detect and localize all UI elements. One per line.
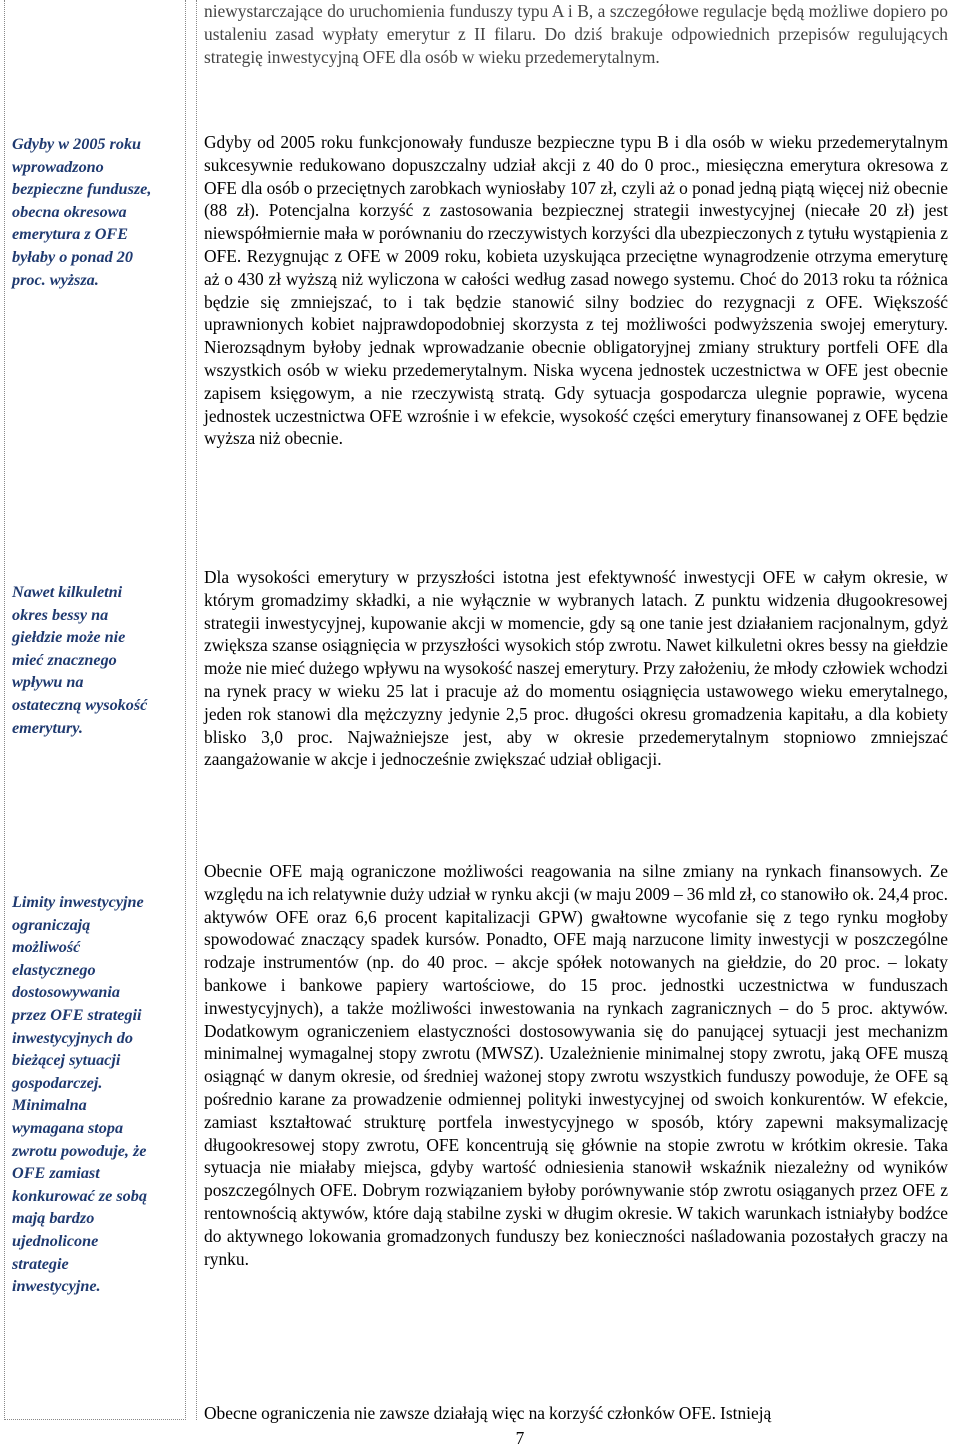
paragraph-continuation: niewystarczające do uruchomienia funduszy typu A i B, a szczegółowe regulacje będą możliwe dopiero po ustaleniu zasad wypłaty emerytur z II filaru. Do dziś brakuje odpowiednich przepisów regulujących strategię inwestycyjną OFE dla osób w wieku przedemerytalnym. xyxy=(204,1,948,67)
sidebar-note-investment-limits: Limity inwestycyjne ograniczają możliwość elastycznego dostosowywania przez OFE strategii inwestycyjnych do bieżącej sytuacji gospodarczej. Minimalna wymagana stopa zwrotu powoduje, że OFE zamiast konkurować ze sobą mają bardzo ujednolicone strategie inwestycyjne. xyxy=(12,893,147,1296)
sidebar-note-bear-market: Nawet kilkuletni okres bessy na giełdzie może nie mieć znacznego wpływu na ostateczną wysokość emerytury. xyxy=(12,583,148,737)
paragraph-ofe-limits: Obecnie OFE mają ograniczone możliwości reagowania na silne zmiany na rynkach finansowych. Ze względu na ich relatywnie duży udział w rynku akcji (w maju 2009 – 36 mld zł, co stanowiło ok. 24,4 proc. aktywów OFE oraz 6,6 procent kapitalizacji GPW) gwałtowne wycofanie się z tego rynku mogłoby spowodować znaczący spadek kursów. Ponadto, OFE mają narzucone limity inwestycji w poszczególne rodzaje instrumentów (np. do 40 proc. – akcje spółek notowanych na giełdzie, do 20 proc. – lokaty bankowe i bankowe papiery wartościowe, do 15 proc. jednostki uczestnictwa w funduszach inwestycyjnych), a także możliwości inwestowania na rynkach zagranicznych – do 5 proc. aktywów. Dodatkowym ograniczeniem elastyczności dostosowywania się do panującej sytuacji jest mechanizm minimalnej wymagalnej stopy zwrotu (MWSZ). Uzależnienie minimalnej stopy zwrotu, jaką OFE muszą osiągnąć w danym okresie, od średniej ważonej stopy zwrotu wszystkich funduszy powoduje, że OFE są pośrednio karane za prowadzenie odmiennej polityki inwestycyjnej od swoich konkurentów. W efekcie, zamiast kształtować strukturę portfela inwestycyjnego w sposób, który zapewni maksymalizację długookresowej stopy zwrotu, OFE koncentrują się głównie na stopie zwrotu w krótkim okresie. Taka sytuacja nie miałaby miejsca, gdyby wartość odniesienia stanowił wskaźnik niezależny od wyników poszczególnych OFE. Dobrym rozwiązaniem byłoby porównywanie stóp zwrotu osiąganych przez OFE z rentownością aktywów, które dają stabilne zyski w długim okresie. W takich warunkach istniałyby bodźce do aktywnego lokowania gromadzonych funduszy bez konieczności naśladowania pozostałych graczy na rynku. xyxy=(204,861,948,1269)
page-number: 7 xyxy=(515,1428,525,1448)
column-divider xyxy=(196,0,197,1420)
paragraph-current-limits: Obecne ograniczenia nie zawsze działają więc na korzyść członków OFE. Istnieją xyxy=(204,1403,772,1423)
paragraph-investment-efficiency: Dla wysokości emerytury w przyszłości istotna jest efektywność inwestycji OFE w całym okresie, w którym gromadzimy składki, a nie wyłącznie w wybranych latach. Z punktu widzenia długookresowej strategii inwestycyjnej, kupowanie akcji w momencie, gdy są one tanie jest działaniem racjonalnym, gdyż zwiększa szanse osiągnięcia w przyszłości wysokich stóp zwrotu. Nawet kilkuletni okres bessy na giełdzie może nie mieć dużego wpływu na wysokość naszej emerytury. Przy założeniu, że młody człowiek wchodzi na rynek pracy w wieku 25 lat i pracuje aż do momentu osiągnięcia ustawowego wieku emerytalnego, jeden rok stanowi dla mężczyzny jedynie 2,5 proc. długości okresu gromadzenia kapitału, a dla kobiety blisko 3,0 proc. Najważniejsze jest, aby w okresie przedemerytalnym stopniowo zmniejszać zaangażowanie w akcje i jednocześnie zwiększać udział obligacji. xyxy=(204,567,948,770)
paragraph-safe-funds: Gdyby od 2005 roku funkcjonowały fundusze bezpieczne typu B i dla osób w wieku przedemerytalnym sukcesywnie redukowano dopuszczalny udział akcji z 40 do 0 proc., miesięczna emerytura okresowa z OFE dla osób o przeciętnych zarobkach wyniosłaby 107 zł, czyli aż o ponad jedną piątą więcej niż obecnie (88 zł). Potencjalna korzyść z zastosowania bezpiecznej strategii inwestycyjnej (niecałe 20 zł) jest niewspółmiernie mała w porównaniu do rzeczywistych korzyści dla ubezpieczonych z tytułu wystąpienia z OFE. Rezygnując z OFE w 2009 roku, kobieta uzyskująca przeciętne wynagrodzenie otrzyma emeryturę aż o 430 zł wyższą niż wyliczona w całości według zasad nowego systemu. Choć do 2013 roku ta różnica będzie się zmniejszać, to i tak będzie stanowić silny bodziec do rezygnacji z OFE. Większość uprawnionych kobiet najprawdopodobniej skorzysta z tej możliwości podwyższenia swojej emerytury. Nierozsądnym byłoby jednak wprowadzanie obecnie obligatoryjnej zmiany struktury portfeli OFE dla wszystkich osób w wieku przedemerytalnym. Niska wycena jednostek uczestnictwa w OFE jest obecnie zapisem księgowym, a nie rzeczywistą stratą. Gdy sytuacja gospodarcza ulegnie poprawie, wycena jednostek uczestnictwa OFE wzrośnie i w efekcie, wysokość części emerytury finansowanej z OFE będzie wyższa niż obecnie. xyxy=(204,132,948,449)
sidebar-note-safe-funds: Gdyby w 2005 roku wprowadzono bezpieczne fundusze, obecna okresowa emerytura z OFE byłaby o ponad 20 proc. wyższa. xyxy=(12,135,152,289)
